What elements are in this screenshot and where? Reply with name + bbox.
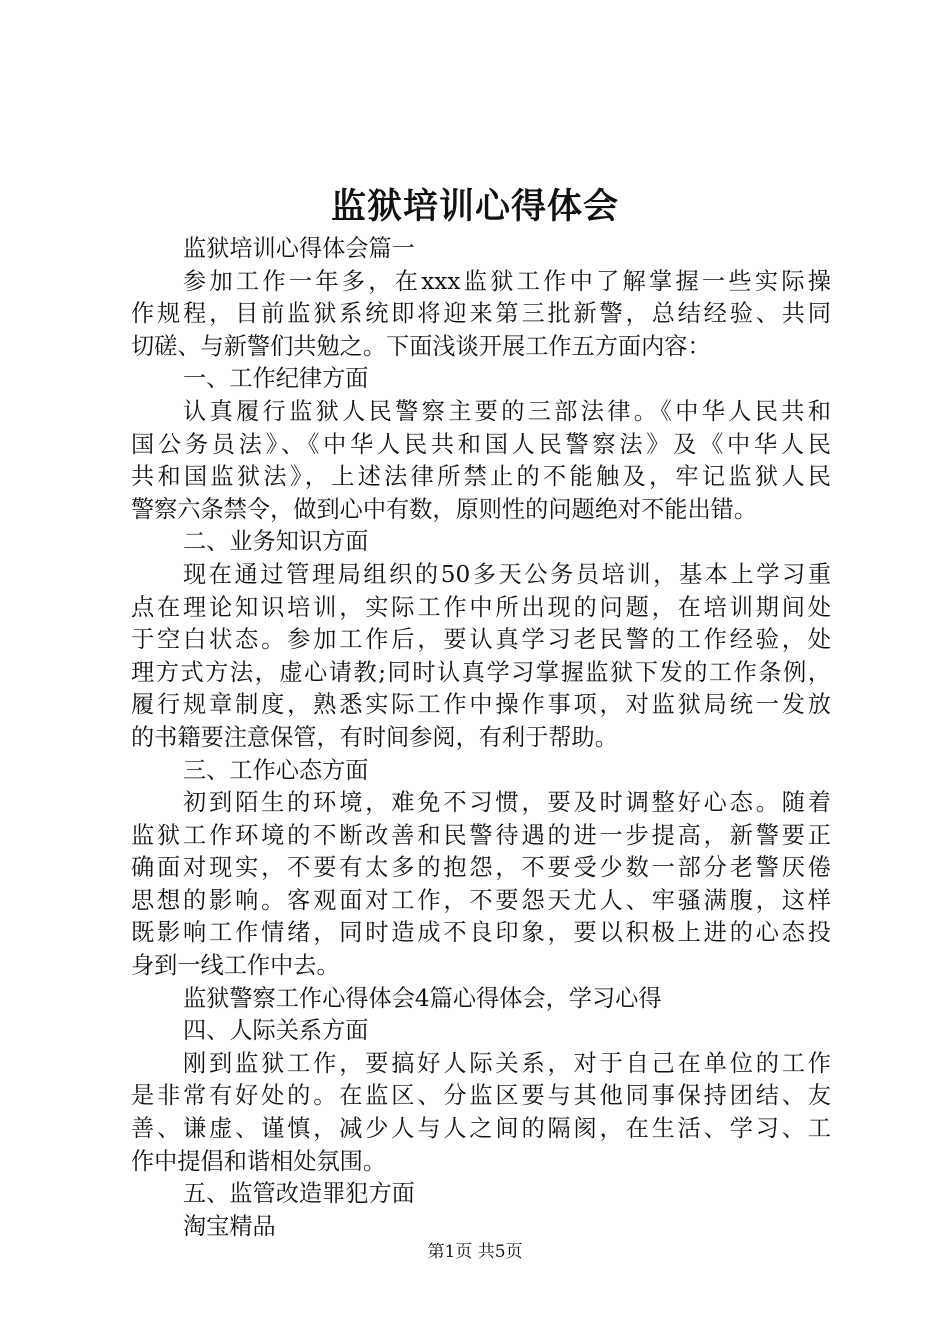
related-article-line: 监狱警察工作心得体会4篇心得体会，学习心得 (183, 984, 662, 1012)
section-heading-interpersonal: 四、人际关系方面 (183, 1017, 369, 1045)
paragraph-line: 现在通过管理局组织的50多天公务员培训，基本上学习重 (183, 560, 831, 588)
paragraph-line: 善、谦虚、谨慎，减少人与人之间的隔阂，在生活、学习、工 (131, 1115, 831, 1143)
paragraph-line: 警察六条禁令，做到心中有数，原则性的问题绝对不能出错。 (131, 495, 758, 523)
paragraph-line: 点在理论知识培训，实际工作中所出现的问题，在培训期间处 (131, 593, 831, 621)
section-heading-business-knowledge: 二、业务知识方面 (183, 528, 369, 556)
paragraph-line: 参加工作一年多，在xxx监狱工作中了解掌握一些实际操 (183, 267, 831, 295)
paragraph-line: 既影响工作情绪，同时造成不良印象，要以积极上进的心态投 (131, 919, 831, 947)
paragraph-line: 认真履行监狱人民警察主要的三部法律。《中华人民共和 (183, 397, 831, 425)
paragraph-line: 国公务员法》、《中华人民共和国人民警察法》及《中华人民 (131, 430, 831, 458)
paragraph-line: 作规程，目前监狱系统即将迎来第三批新警，总结经验、共同 (131, 300, 831, 328)
paragraph-line: 思想的影响。客观面对工作，不要怨天尤人、牢骚满腹，这样 (131, 886, 831, 914)
page-footer: 第1页 共5页 (427, 1242, 523, 1262)
paragraph-line: 监狱工作环境的不断改善和民警待遇的进一步提高，新警要正 (131, 821, 831, 849)
section-heading-work-discipline: 一、工作纪律方面 (183, 365, 369, 393)
paragraph-line: 身到一线工作中去。 (131, 952, 340, 980)
paragraph-line: 淘宝精品 (183, 1212, 276, 1240)
paragraph-line: 是非常有好处的。在监区、分监区要与其他同事保持团结、友 (131, 1082, 831, 1110)
document-body (131, 233, 831, 1243)
paragraph-line: 刚到监狱工作，要搞好人际关系，对于自己在单位的工作 (183, 1049, 831, 1077)
section-heading-supervision: 五、监管改造罪犯方面 (183, 1180, 415, 1208)
paragraph-line: 确面对现实，不要有太多的抱怨，不要受少数一部分老警厌倦 (131, 854, 831, 882)
paragraph-line: 共和国监狱法》，上述法律所禁止的不能触及，牢记监狱人民 (131, 463, 831, 491)
paragraph-line: 履行规章制度，熟悉实际工作中操作事项，对监狱局统一发放 (131, 691, 831, 719)
paragraph-line: 初到陌生的环境，难免不习惯，要及时调整好心态。随着 (183, 789, 831, 817)
paragraph-line: 切磋、与新警们共勉之。下面浅谈开展工作五方面内容： (131, 332, 711, 360)
paragraph-line: 作中提倡和谐相处氛围。 (131, 1147, 387, 1175)
paragraph-line: 的书籍要注意保管，有时间参阅，有利于帮助。 (131, 723, 618, 751)
paragraph-line: 理方式方法，虚心请教;同时认真学习掌握监狱下发的工作条例， (131, 658, 831, 686)
document-title: 监狱培训心得体会 (330, 186, 619, 227)
section-heading-part-one: 监狱培训心得体会篇一 (183, 235, 415, 262)
paragraph-line: 于空白状态。参加工作后，要认真学习老民警的工作经验，处 (131, 626, 831, 654)
section-heading-work-mindset: 三、工作心态方面 (183, 756, 369, 784)
